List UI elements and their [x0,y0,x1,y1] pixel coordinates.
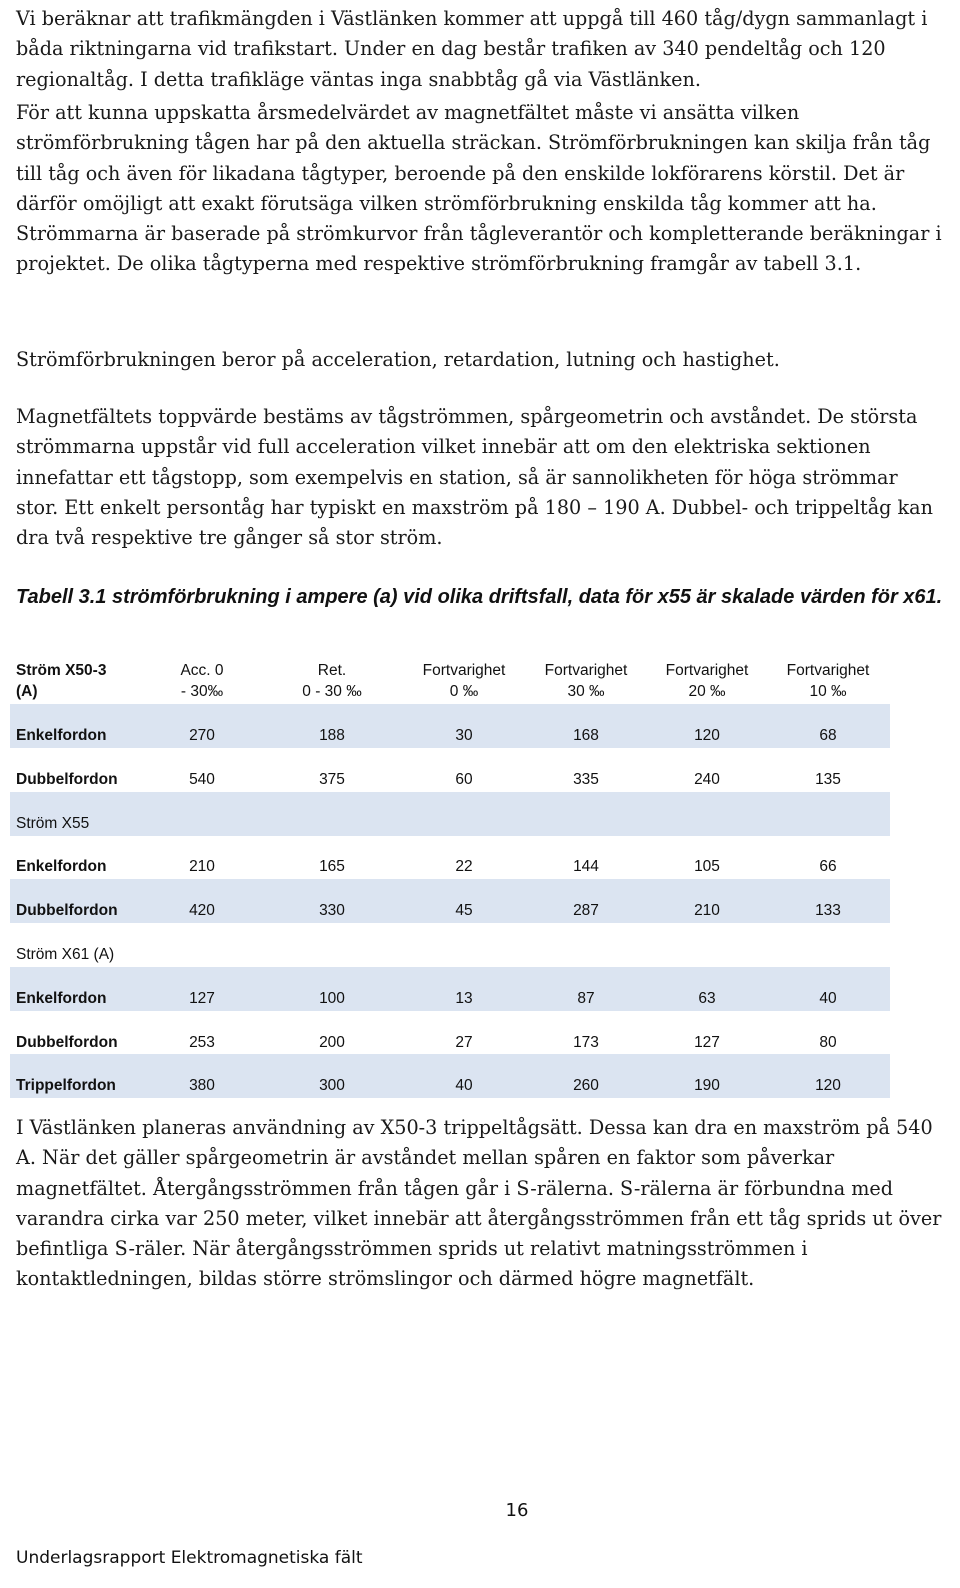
table-cell: 80 [819,1033,837,1051]
report-footer: Underlagsrapport Elektromagnetiska fält [16,1548,363,1568]
table-cell: 188 [319,727,345,744]
table-cell: 200 [319,1033,345,1051]
table-cell: 420 [189,902,215,920]
table-header-col-5 [637,660,777,702]
table-header-col-2-line2: 0 - 30 ‰ [302,683,362,700]
table-row [10,792,890,836]
table-cell: 30 [455,727,473,744]
table-cell: 165 [319,858,345,876]
table-cell: 253 [189,1033,215,1051]
table-cell: 120 [694,727,720,744]
table-cell: 375 [319,770,345,788]
table-cell: 13 [455,989,473,1007]
table-cell: 135 [815,770,841,788]
table-header-col-3-line2: 0 ‰ [449,683,479,700]
table-cell: 540 [189,770,215,788]
table-header-col-4 [516,660,656,702]
table-cell: 380 [189,1077,215,1095]
paragraph-x50-usage: I Västlänken planeras användning av X50-3 trippeltågsätt. Dessa kan dra en maxström på 540 A. När det gäller spårgeometrin är avståndet mellan spåren en faktor som påverkar magnetfältet. Återgångsströmmen från tågen går i S-rälerna. S-rälerna är förbundna med varandra cirka var 250 meter, vilket innebär att återgångsströmmen från ett tåg sprids ut över befintliga S-räler. När återgångsströmmen sprids ut relativt matningsströmmen i kontaktledningen, bildas större strömslingor och därmed högre magnetfält. [16,1116,942,1291]
table-header-col-6 [758,660,898,702]
table-cell: 66 [819,858,837,876]
table-cell: 173 [573,1033,599,1051]
table-row-label: Trippelfordon [16,1077,116,1095]
paragraph-current-factors: Strömförbrukningen beror på acceleration, retardation, lutning och hastighet. [16,348,780,371]
table-header-col-1-line1: Acc. 0 [180,662,224,679]
table-caption: Tabell 3.1 strömförbrukning i ampere (a) vid olika driftsfall, data för x55 är skalade värden för x61. [16,586,943,608]
table-header-first [16,660,106,702]
table-cell: 144 [573,858,599,876]
table-cell: 63 [698,989,716,1007]
table-row-label: Ström X61 (A) [16,946,115,963]
table-row-label: Enkelfordon [16,727,107,744]
table-cell: 260 [573,1077,599,1095]
table-cell: 60 [455,770,473,788]
table-cell: 45 [455,902,473,920]
table-cell: 40 [819,989,837,1007]
table-cell: 22 [455,858,473,876]
table-cell: 105 [694,858,720,876]
table-cell: 127 [694,1033,720,1051]
table-cell: 210 [189,858,215,876]
paragraph-magnetic-peak: Magnetfältets toppvärde bestäms av tågströmmen, spårgeometrin och avståndet. De största strömmarna uppstår vid full acceleration vilket innebär att om den elektriska sektionen innefattar ett tågstopp, som exempelvis en station, så är sannolikheten för höga strömmar stor. Ett enkelt persontåg har typiskt en maxström på 180 – 190 A. Dubbel- och trippeltåg kan dra två respektive tre gånger så stor ström. [16,405,933,550]
table-cell: 168 [573,727,599,744]
table-cell: 240 [694,770,720,788]
table-cell: 68 [819,727,837,744]
table-header-col-3 [394,660,534,702]
table-cell: 120 [815,1077,841,1095]
table-cell: 330 [319,902,345,920]
table-cell: 287 [573,902,599,920]
table-cell: 100 [319,989,345,1007]
paragraph-current-consumption: För att kunna uppskatta årsmedelvärdet av magnetfältet måste vi ansätta vilken strömförbrukning tågen har på den aktuella sträckan. Strömförbrukningen kan skilja från tåg till tåg och även för likadana tågtyper, beroende på den enskilde lokförarens körstil. Det är därför omöjligt att exakt förutsäga vilken strömförbrukning enskilda tåg kommer att ha. Strömmarna är baserade på strömkurvor från tågleverantör och kompletterande beräkningar i projektet. De olika tågtyperna med respektive strömförbrukning framgår av tabell 3.1. [16,101,942,276]
table-row [10,923,890,967]
table-header-first-line1: Ström X50-3 [16,662,107,679]
table-cell: 210 [694,902,720,920]
table-header-col-5-line1: Fortvarighet [665,662,749,679]
table-cell: 335 [573,770,599,788]
table-row-label: Dubbelfordon [16,1033,118,1051]
table-row-label: Dubbelfordon [16,770,118,788]
table-cell: 87 [577,989,595,1007]
table-header-col-4-line2: 30 ‰ [567,683,605,700]
table-cell: 300 [319,1077,345,1095]
table-header-col-6-line1: Fortvarighet [786,662,870,679]
table-row-label: Dubbelfordon [16,902,118,920]
table-cell: 270 [189,727,215,744]
table-cell: 190 [694,1077,720,1095]
table-cell: 27 [455,1033,473,1051]
table-header-col-3-line1: Fortvarighet [422,662,506,679]
table-row-label: Enkelfordon [16,858,107,876]
table-cell: 40 [455,1077,473,1095]
table-row-label: Enkelfordon [16,989,107,1007]
table-header-first-line2: (A) [16,683,38,700]
table-header-col-5-line2: 20 ‰ [688,683,726,700]
table-header-col-1-line2: - 30‰ [180,683,224,700]
table-header-col-6-line2: 10 ‰ [809,683,847,700]
table-cell: 133 [815,902,841,920]
table-header-col-1 [132,660,272,702]
table-header-col-2 [262,660,402,702]
table-header-col-4-line1: Fortvarighet [544,662,628,679]
paragraph-traffic: Vi beräknar att trafikmängden i Västlänken kommer att uppgå till 460 tåg/dygn sammanlagt i båda riktningarna vid trafikstart. Under en dag består trafiken av 340 pendeltåg och 120 regionaltåg. I detta trafikläge väntas inga snabbtåg gå via Västlänken. [16,7,928,91]
table-header-col-2-line1: Ret. [317,662,347,679]
table-row-label: Ström X55 [16,814,90,832]
table-cell: 127 [189,989,215,1007]
page-number: 16 [505,1500,529,1521]
